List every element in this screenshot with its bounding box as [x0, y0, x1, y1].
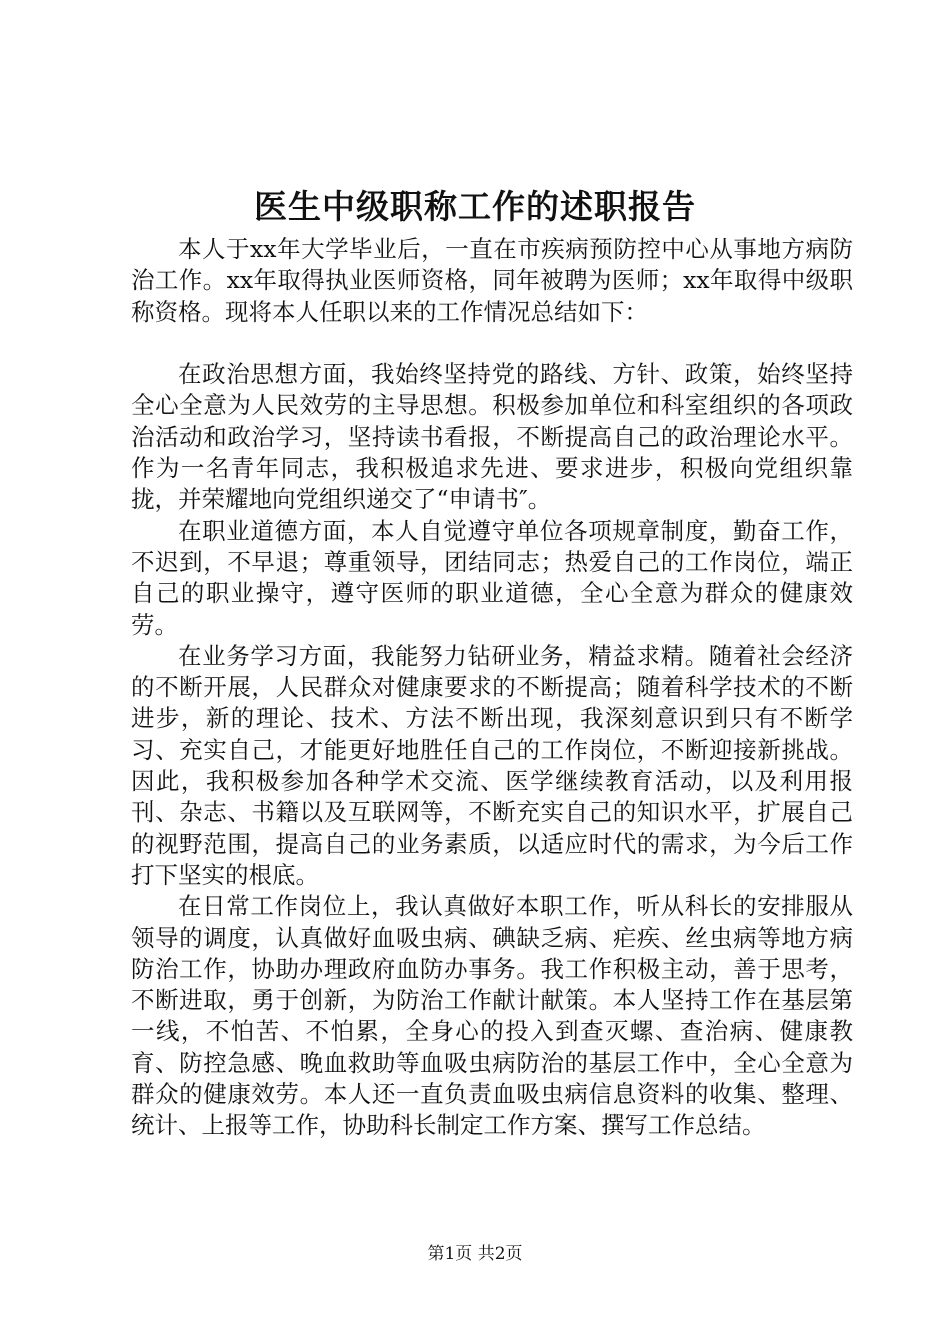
paragraph-intro: 本人于xx年大学毕业后，一直在市疾病预防控中心从事地方病防治工作。xx年取得执业医师资格，同年被聘为医师；xx年取得中级职称资格。现将本人任职以来的工作情况总结如下：: [131, 235, 853, 326]
paragraph-daily-work: 在日常工作岗位上，我认真做好本职工作，听从科长的安排服从领导的调度，认真做好血吸虫病、碘缺乏病、疟疾、丝虫病等地方病防治工作，协助办理政府血防办事务。我工作积极主动，善于思考，不断进取，勇于创新，为防治工作献计献策。本人坚持工作在基层第一线，不怕苦、不怕累，全身心的投入到查灭螺、查治病、健康教育、防控急感、晚血救助等血吸虫病防治的基层工作中，全心全意为群众的健康效劳。本人还一直负责血吸虫病信息资料的收集、整理、统计、上报等工作，协助科长制定工作方案、撰写工作总结。: [131, 892, 853, 1140]
page-footer: 第1页 共2页: [427, 1244, 523, 1264]
document-title: 医生中级职称工作的述职报告: [254, 187, 696, 226]
document-body: [131, 234, 853, 1142]
paragraph-ethics: 在职业道德方面，本人自觉遵守单位各项规章制度，勤奋工作，不迟到，不早退；尊重领导，团结同志；热爱自己的工作岗位，端正自己的职业操守，遵守医师的职业道德，全心全意为群众的健康效劳。: [131, 516, 853, 639]
paragraph-study: 在业务学习方面，我能努力钻研业务，精益求精。随着社会经济的不断开展，人民群众对健康要求的不断提高；随着科学技术的不断进步，新的理论、技术、方法不断出现，我深刻意识到只有不断学习、充实自己，才能更好地胜任自己的工作岗位，不断迎接新挑战。因此，我积极参加各种学术交流、医学继续教育活动，以及利用报刊、杂志、书籍以及互联网等，不断充实自己的知识水平，扩展自己的视野范围，提高自己的业务素质，以适应时代的需求，为今后工作打下坚实的根底。: [131, 641, 853, 889]
paragraph-political: 在政治思想方面，我始终坚持党的路线、方针、政策，始终坚持全心全意为人民效劳的主导思想。积极参加单位和科室组织的各项政治活动和政治学习，坚持读书看报，不断提高自己的政治理论水平。作为一名青年同志，我积极追求先进、要求进步，积极向党组织靠拢，并荣耀地向党组织递交了“申请书″。: [131, 360, 853, 514]
